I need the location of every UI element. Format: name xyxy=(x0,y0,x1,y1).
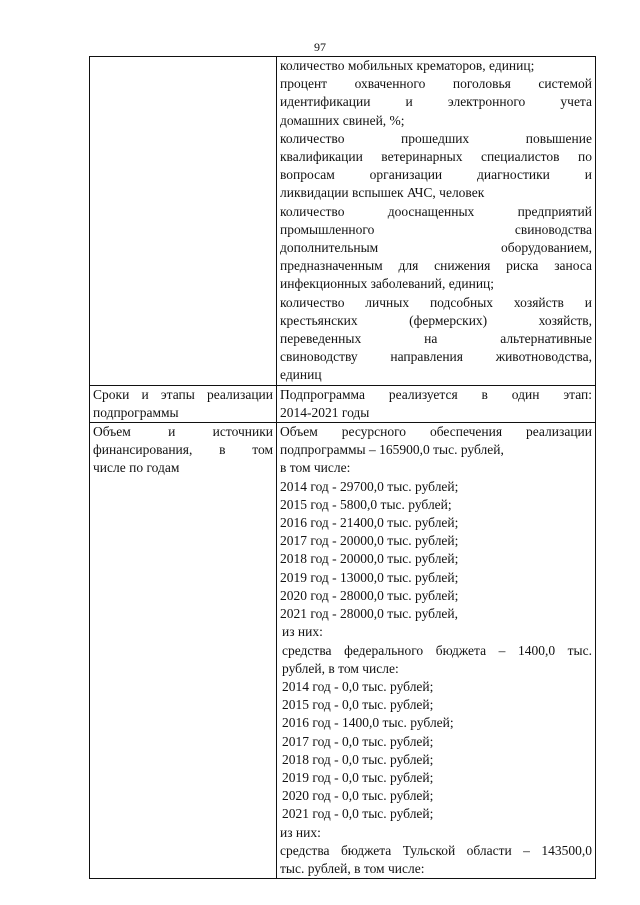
indicator-line: дополнительным оборудованием, xyxy=(280,240,592,256)
indicator-line: промышленного свиноводства xyxy=(280,221,592,237)
financing-line: 2017 год - 20000,0 тыс. рублей; xyxy=(280,533,459,549)
terms-line: 2014-2021 годы xyxy=(280,404,370,420)
indicator-line: идентификации и электронного учета xyxy=(280,94,592,110)
financing-line: 2016 год - 1400,0 тыс. рублей; xyxy=(282,715,454,731)
indicators-cell xyxy=(277,57,596,386)
label-line: числе по годам xyxy=(93,460,180,476)
indicator-line: свиноводству направления животноводства, xyxy=(280,349,592,365)
financing-line: тыс. рублей, в том числе: xyxy=(280,860,425,876)
financing-line: 2020 год - 28000,0 тыс. рублей; xyxy=(280,587,459,603)
financing-line: 2015 год - 5800,0 тыс. рублей; xyxy=(280,496,452,512)
passport-table xyxy=(89,56,596,879)
label-line: Сроки и этапы реализации xyxy=(93,386,273,402)
table-row xyxy=(90,57,596,386)
indicator-line: переведенных на альтернативные xyxy=(280,331,592,347)
financing-cell xyxy=(277,423,596,879)
indicator-line: инфекционных заболеваний, единиц; xyxy=(280,276,495,292)
indicator-line: предназначенным для снижения риска заноса xyxy=(280,258,592,274)
financing-line: рублей, в том числе: xyxy=(282,660,399,676)
row-label-financing xyxy=(90,423,277,879)
financing-line: Объем ресурсного обеспечения реализации xyxy=(280,424,592,440)
financing-line: 2014 год - 29700,0 тыс. рублей; xyxy=(280,478,459,494)
label-line: Объем и источники xyxy=(93,424,273,440)
financing-line: 2014 год - 0,0 тыс. рублей; xyxy=(282,678,434,694)
financing-line: в том числе: xyxy=(280,460,351,476)
financing-line: средства федерального бюджета – 1400,0 тыс. xyxy=(282,642,592,658)
table-row xyxy=(90,385,596,422)
financing-line: 2019 год - 0,0 тыс. рублей; xyxy=(282,769,434,785)
row-label-terms xyxy=(90,385,277,422)
financing-line: 2018 год - 0,0 тыс. рублей; xyxy=(282,751,434,767)
financing-line: подпрограммы – 165900,0 тыс. рублей, xyxy=(280,442,504,458)
indicator-line: вопросам организации диагностики и xyxy=(280,167,592,183)
terms-line: Подпрограмма реализуется в один этап: xyxy=(280,386,592,402)
financing-line: 2017 год - 0,0 тыс. рублей; xyxy=(282,733,434,749)
label-line: подпрограммы xyxy=(93,404,179,420)
indicator-line: количество мобильных крематоров, единиц; xyxy=(280,58,535,73)
label-line: финансирования, в том xyxy=(93,442,273,458)
financing-line: 2018 год - 20000,0 тыс. рублей; xyxy=(280,551,459,567)
financing-line: 2019 год - 13000,0 тыс. рублей; xyxy=(280,569,459,585)
indicator-line: крестьянских (фермерских) хозяйств, xyxy=(280,312,592,328)
financing-line: 2020 год - 0,0 тыс. рублей; xyxy=(282,788,434,804)
indicator-line: ликвидации вспышек АЧС, человек xyxy=(280,185,485,201)
financing-line: из них: xyxy=(282,624,323,640)
indicator-line: процент охваченного поголовья системой xyxy=(280,76,592,92)
table-row xyxy=(90,423,596,879)
page-number: 97 xyxy=(314,40,326,54)
financing-line: 2015 год - 0,0 тыс. рублей; xyxy=(282,697,434,713)
financing-line: 2021 год - 0,0 тыс. рублей; xyxy=(282,806,434,822)
financing-line: 2021 год - 28000,0 тыс. рублей, xyxy=(280,606,459,622)
financing-line: средства бюджета Тульской области – 143500,0 xyxy=(280,842,592,858)
indicator-line: количество дооснащенных предприятий xyxy=(280,203,592,219)
terms-cell xyxy=(277,385,596,422)
indicator-line: домашних свиней, %; xyxy=(280,112,405,128)
indicator-line: количество прошедших повышение xyxy=(280,130,592,146)
financing-line: из них: xyxy=(280,824,321,840)
indicator-line: единиц xyxy=(280,367,322,383)
financing-line: 2016 год - 21400,0 тыс. рублей; xyxy=(280,515,459,531)
indicator-line: квалификации ветеринарных специалистов по xyxy=(280,149,592,165)
row-label-empty xyxy=(90,57,277,386)
indicator-line: количество личных подсобных хозяйств и xyxy=(280,294,592,310)
